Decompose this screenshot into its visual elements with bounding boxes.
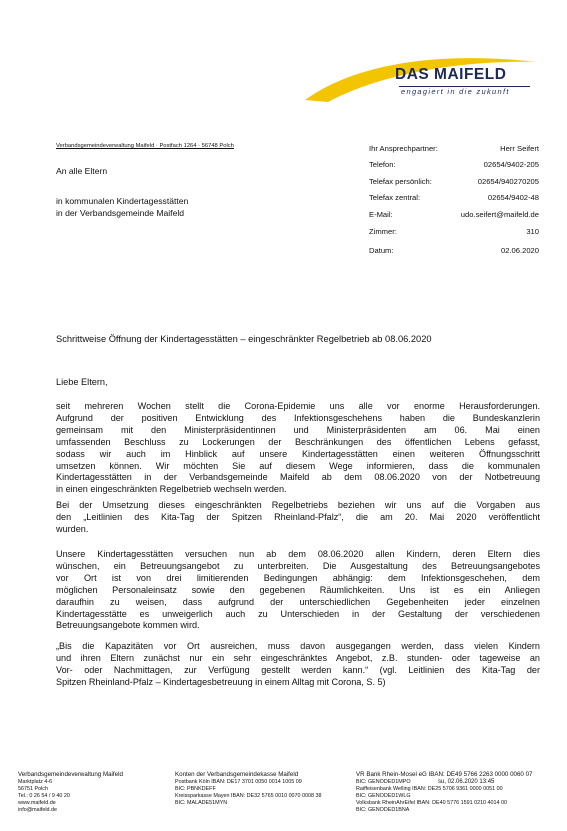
contact-value: 02654/9402-205 — [483, 160, 539, 169]
logo-title: DAS MAIFELD — [395, 66, 507, 83]
contact-row — [369, 160, 539, 171]
paragraph-line: Unsere Kindertagesstätten versuchen nun ab dem 08.06.2020 allen Kindern, deren Eltern dies — [56, 549, 540, 559]
greeting: Liebe Eltern, — [56, 377, 108, 387]
contact-label: Ihr Ansprechpartner: — [369, 144, 438, 153]
paragraph-line: den „Leitlinien des Kita-Tag der Spitzen Rheinland-Pfalz“, die am 20. Mai 2020 veröffentlicht — [56, 511, 540, 522]
body-paragraph — [56, 401, 540, 496]
body-paragraph — [56, 549, 540, 632]
footer-line: Tel.: 0 26 54 / 9 40 20 — [18, 792, 70, 799]
paragraph-line: Kindertagesstätten in der Verbandsgemeinde Maifeld ab dem 08.06.2020 von der Notbetreuung — [56, 472, 540, 483]
footer-line: www.maifeld.de — [18, 799, 56, 806]
footer-line: BIC: GENODED1BNA — [356, 806, 410, 813]
paragraph-line: umsetzen können. Wir möchten Sie auf diesem Wege informieren, dass die kommunalen — [56, 460, 540, 471]
paragraph-line: wurden. — [56, 523, 89, 534]
contact-label: Telefax persönlich: — [369, 177, 432, 186]
footer-line: Raiffeisenbank Welling IBAN: DE25 5706 9361 0000 0051 00 — [356, 785, 503, 792]
contact-value: Herr Seifert — [500, 144, 539, 153]
footer-line: info@maifeld.de — [18, 806, 58, 813]
paragraph-line: Bei der Umsetzung dieses eingeschränkten Regelbetriebs beziehen wir uns auf die Vorgaben aus — [56, 500, 540, 510]
footer-line: Postbank Köln IBAN: DE17 3701 0050 0014 1005 09 — [175, 778, 302, 785]
contact-value[interactable]: udo.seifert@maifeld.de — [460, 210, 539, 219]
paragraph-line: vor Ort ist von drei limitierenden Bedingungen abhängig: dem Infektionsgeschehen, dem — [56, 572, 540, 583]
footer-line: BIC: PBNKDEFF — [175, 785, 216, 792]
footer-line: BIC: GENODED1MPO — [356, 778, 411, 785]
contact-value: 02654/9402-48 — [487, 193, 539, 202]
footer-col2 — [175, 772, 322, 807]
contact-row — [369, 227, 539, 238]
footer-line: Konten der Verbandsgemeindekasse Maifeld — [175, 771, 299, 778]
paragraph-line: Betreuungsangebote kommen wird. — [56, 620, 200, 631]
contact-row — [369, 177, 539, 188]
recipient-line-3: in der Verbandsgemeinde Maifeld — [56, 208, 185, 218]
paragraph-line: in einen eingeschränkten Regelbetrieb wechseln werden. — [56, 484, 287, 495]
letter-subject: Schrittweise Öffnung der Kindertagesstätten – eingeschränkter Regelbetrieb ab 08.06.2020 — [56, 334, 432, 344]
footer-line: VR Bank Rhein-Mosel eG IBAN: DE49 5766 2263 0000 0060 07 — [356, 771, 533, 778]
contact-value: 02654/940270205 — [477, 177, 539, 186]
contact-label: Telefax zentral: — [369, 193, 421, 202]
body-paragraph — [56, 641, 540, 689]
body-paragraph — [56, 500, 540, 536]
sender-address-line: Verbandsgemeindeverwaltung Maifeld · Postfach 1264 · 56748 Polch — [56, 143, 234, 149]
logo-tagline: engagiert in die zukunft — [401, 87, 510, 96]
footer-col1 — [18, 772, 123, 813]
footer-line: 56751 Polch — [18, 785, 48, 792]
recipient-line-2: in kommunalen Kindertagesstätten — [56, 196, 189, 206]
logo-underline — [399, 86, 530, 87]
contact-label: Zimmer: — [369, 227, 397, 236]
footer-line: BIC: MALADE51MYN — [175, 799, 228, 806]
fax-timestamp: su, 02.06.2020 13:45 — [438, 779, 495, 785]
paragraph-line: umfassenden Beschluss zu Lockerungen der Beschränkungen des öffentlichen Lebens gefasst, — [56, 436, 540, 447]
contact-row — [369, 210, 539, 221]
paragraph-line: „Bis die Kapazitäten vor Ort ausreichen, muss davon ausgegangen werden, dass vielen Kindern — [56, 641, 540, 651]
footer-line: BIC: GENODED1WLG — [356, 792, 411, 799]
paragraph-line: möglichen Personaleinsatz sowie den gegebenen Räumlichkeiten. Uns ist es ein Anliegen — [56, 584, 540, 595]
contact-row — [369, 193, 539, 204]
paragraph-line: Vor- oder Nachmittagen, zur Verfügung gestellt werden kann.“ (vgl. Leitlinien des Kita-Tag der — [56, 664, 540, 675]
contact-label: Datum: — [369, 246, 394, 255]
paragraph-line: und ihren Eltern zunächst nur ein sehr eingeschränktes Angebot, z.B. stunden- oder tageweise an — [56, 652, 540, 663]
footer-line: Volksbank RheinAhrEifel IBAN: DE40 5776 1591 0210 4014 00 — [356, 799, 508, 806]
footer-line: Kreissparkasse Mayen IBAN: DE32 5765 0010 0070 0008 38 — [175, 792, 322, 799]
contact-label: Telefon: — [369, 160, 396, 169]
paragraph-line: sodass wir auch im Hinblick auf unsere Kindertagesstätten einen weiteren Öffnungsschritt — [56, 448, 540, 459]
contact-label: E-Mail: — [369, 210, 393, 219]
footer-line: Marktplatz 4-6 — [18, 778, 53, 785]
paragraph-line: Spitzen Rheinland-Pfalz – Kindertagesbetreuung in einem Alltag mit Corona, S. 5) — [56, 676, 386, 687]
paragraph-line: gemeinsam mit den Ministerpräsidentinnen und Ministerpräsidenten am 06. Mai einen — [56, 424, 540, 435]
recipient-line-1: An alle Eltern — [56, 166, 108, 176]
paragraph-line: wünschen, ein Betreuungsangebot zu unterbreiten. Die Ausgestaltung des Betreuungsangebotes — [56, 560, 540, 571]
paragraph-line: daraufhin zu weisen, dass aufgrund der unterschiedlichen Gegebenheiten jeder einzelnen — [56, 596, 540, 607]
footer-line: Verbandsgemeindeverwaltung Maifeld — [18, 771, 123, 778]
contact-row — [369, 144, 539, 155]
paragraph-line: Kindertagesstätte es unweigerlich auch zu Unterschieden in der Gestaltung der verschiedenen — [56, 608, 540, 619]
contact-row — [369, 246, 539, 257]
contact-value: 02.06.2020 — [500, 246, 539, 255]
paragraph-line: Aufgrund der positiven Entwicklung des Infektionsgeschehens haben die Bundeskanzlerin — [56, 412, 540, 423]
contact-value: 310 — [526, 227, 539, 236]
paragraph-line: seit mehreren Wochen stellt die Corona-Epidemie uns alle vor enorme Herausforderungen. — [56, 401, 540, 411]
